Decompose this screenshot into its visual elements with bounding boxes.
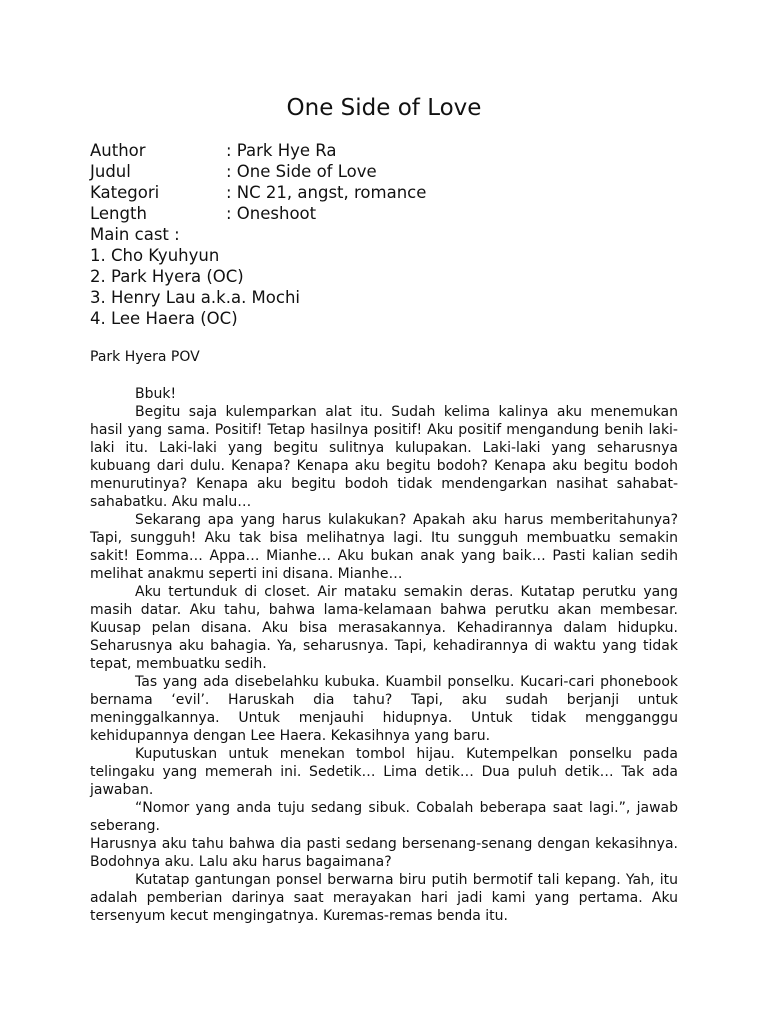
story-metadata <box>90 140 690 329</box>
cast-item: 4. Lee Haera (OC) <box>90 309 238 328</box>
paragraph: Sekarang apa yang harus kulakukan? Apakah aku harus memberitahunya? Tapi, sungguh! Aku tak bisa melihatnya lagi. Itu sungguh membuatku semakin sakit! Eomma… Appa… Mianhe… Aku bukan anak yang baik… Pasti kalian sedih melihat anakmu seperti ini disana. Mianhe… <box>90 512 678 582</box>
document-title: One Side of Love <box>286 95 482 121</box>
cast-item: 2. Park Hyera (OC) <box>90 267 244 286</box>
paragraph: Kuputuskan untuk menekan tombol hijau. Kutempelkan ponselku pada telingaku yang memerah ini. Sedetik… Lima detik… Dua puluh detik… Tak ada jawaban. <box>90 746 678 798</box>
meta-key: Kategori <box>90 183 160 202</box>
meta-key: Length <box>90 204 147 223</box>
paragraph: Harusnya aku tahu bahwa dia pasti sedang bersenang-senang dengan kekasihnya. Bodohnya aku. Lalu aku harus bagaimana? <box>90 836 678 870</box>
pov-heading: Park Hyera POV <box>90 349 200 365</box>
paragraph: Aku tertunduk di closet. Air mataku semakin deras. Kutatap perutku yang masih datar. Aku tahu, bahwa lama-kelamaan bahwa perutku akan membesar. Kuusap pelan disana. Aku bisa merasakannya. Kehadirannya dalam hidupku. Seharusnya aku bahagia. Ya, seharusnya. Tapi, kehadirannya di waktu yang tidak tepat, membuatku sedih. <box>90 584 678 672</box>
meta-row-author <box>90 140 690 161</box>
cast-item: 1. Cho Kyuhyun <box>90 246 220 265</box>
meta-value: : Oneshoot <box>226 204 317 223</box>
meta-value: : One Side of Love <box>226 162 377 181</box>
paragraph: Bbuk! <box>135 386 177 402</box>
meta-value: : NC 21, angst, romance <box>226 183 427 202</box>
meta-row-judul <box>90 161 690 182</box>
paragraph: “Nomor yang anda tuju sedang sibuk. Cobalah beberapa saat lagi.”, jawab seberang. <box>90 800 678 834</box>
meta-row-length <box>90 203 690 224</box>
paragraph: Begitu saja kulemparkan alat itu. Sudah kelima kalinya aku menemukan hasil yang sama. Positif! Tetap hasilnya positif! Aku positif mengandung benih laki-laki itu. Laki-laki yang begitu sulitnya kulupakan. Laki-laki yang seharusnya kubuang dari dulu. Kenapa? Kenapa aku begitu bodoh? Kenapa aku begitu bodoh menurutinya? Kenapa aku begitu bodoh tidak mendengarkan nasihat sahabat-sahabatku. Aku malu… <box>90 404 678 510</box>
meta-key: Author <box>90 141 146 160</box>
paragraph: Kutatap gantungan ponsel berwarna biru putih bermotif tali kepang. Yah, itu adalah pemberian darinya saat merayakan hari jadi kami yang pertama. Aku tersenyum kecut mengingatnya. Kuremas-remas benda itu. <box>90 872 678 924</box>
cast-item: 3. Henry Lau a.k.a. Mochi <box>90 288 301 307</box>
meta-value: : Park Hye Ra <box>226 141 337 160</box>
paragraph: Tas yang ada disebelahku kubuka. Kuambil ponselku. Kucari-cari phonebook bernama ‘evil’. Haruskah dia tahu? Tapi, aku sudah berjanji untuk meninggalkannya. Untuk menjauhi hidupnya. Untuk tidak mengganggu kehidupannya dengan Lee Haera. Kekasihnya yang baru. <box>90 674 678 744</box>
cast-heading: Main cast : <box>90 225 180 244</box>
story-body <box>90 385 678 925</box>
meta-key: Judul <box>90 162 131 181</box>
meta-row-kategori <box>90 182 690 203</box>
